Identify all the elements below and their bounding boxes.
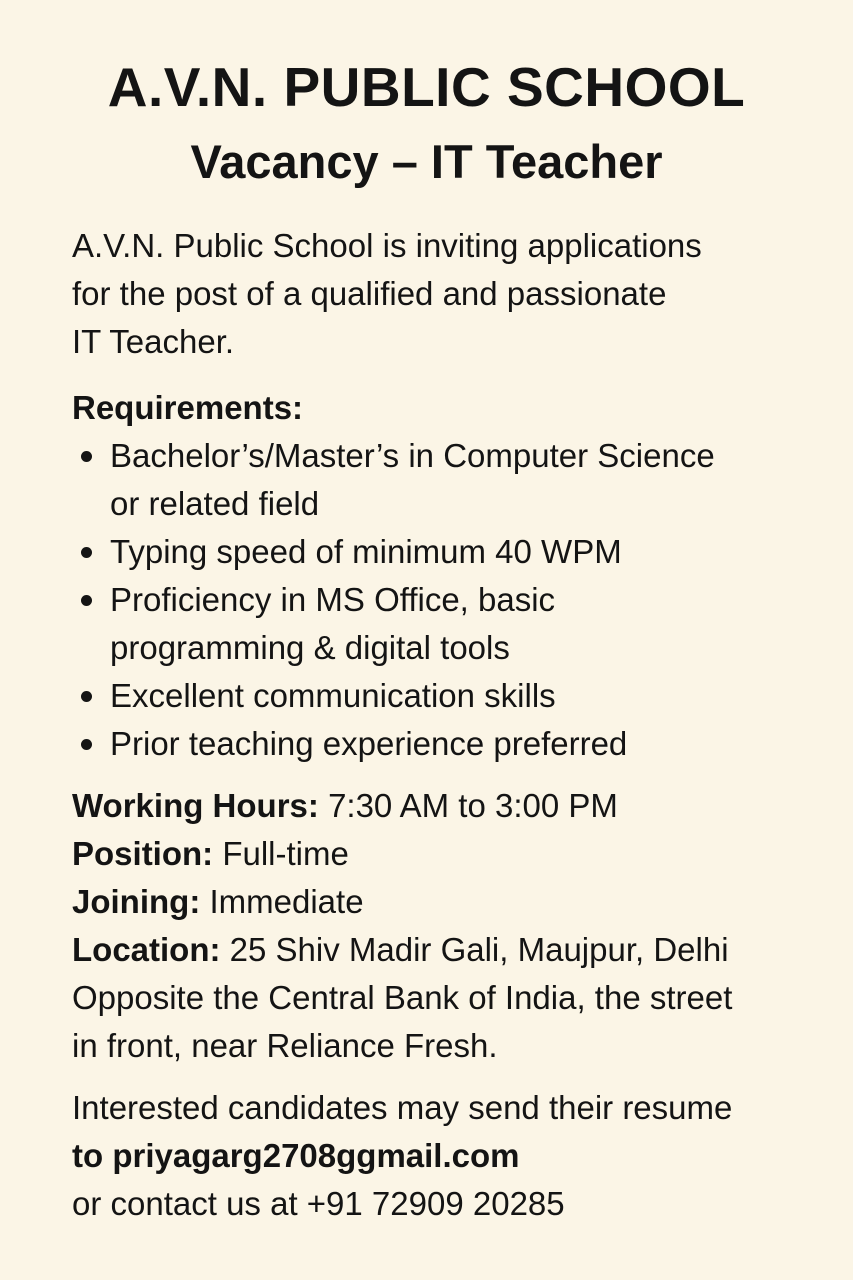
working-hours-row [72,782,832,830]
school-name-title: A.V.N. PUBLIC SCHOOL [107,56,746,118]
bullet-icon [81,691,92,702]
list-item-text: or related field [110,485,320,522]
list-item-text: Excellent communication skills [110,677,556,714]
position-row [72,830,832,878]
bullet-icon [81,547,92,558]
requirements-list [72,432,842,768]
list-item [72,432,842,528]
joining-value: Immediate [209,883,364,920]
working-hours-value: 7:30 AM to 3:00 PM [328,787,618,824]
intro-paragraph [72,222,832,366]
intro-line: IT Teacher. [72,323,235,360]
intro-line: for the post of a qualified and passionate [72,275,667,312]
position-value: Full-time [222,835,349,872]
working-hours-label: Working Hours: [72,787,329,824]
contact-phone-line: or contact us at +91 72909 20285 [72,1185,565,1222]
list-item-text: Prior teaching experience preferred [110,725,628,762]
bullet-icon [81,595,92,606]
contact-email-row [72,1132,832,1180]
location-label: Location: [72,931,230,968]
contact-section [72,1084,832,1228]
vacancy-subtitle: Vacancy – IT Teacher [190,135,663,188]
intro-line: A.V.N. Public School is inviting applications [72,227,702,264]
list-item-text: Bachelor’s/Master’s in Computer Science [110,437,715,474]
requirements-heading: Requirements: [72,389,304,426]
list-item-text: Typing speed of minimum 40 WPM [110,533,622,570]
contact-to-prefix: to [72,1137,113,1174]
location-line: in front, near Reliance Fresh. [72,1027,498,1064]
location-value: 25 Shiv Madir Gali, Maujpur, Delhi [229,931,729,968]
joining-row [72,878,832,926]
list-item-text: programming & digital tools [110,629,510,666]
location-line: Opposite the Central Bank of India, the street [72,979,733,1016]
job-details [72,782,832,1070]
bullet-icon [81,739,92,750]
location-row [72,926,832,974]
contact-email: priyagarg2708ggmail.com [112,1137,520,1174]
list-item [72,720,842,768]
list-item [72,576,842,672]
list-item [72,528,842,576]
bullet-icon [81,451,92,462]
list-item-text: Proficiency in MS Office, basic [110,581,556,618]
list-item [72,672,842,720]
position-label: Position: [72,835,223,872]
joining-label: Joining: [72,883,210,920]
contact-line: Interested candidates may send their resume [72,1089,733,1126]
